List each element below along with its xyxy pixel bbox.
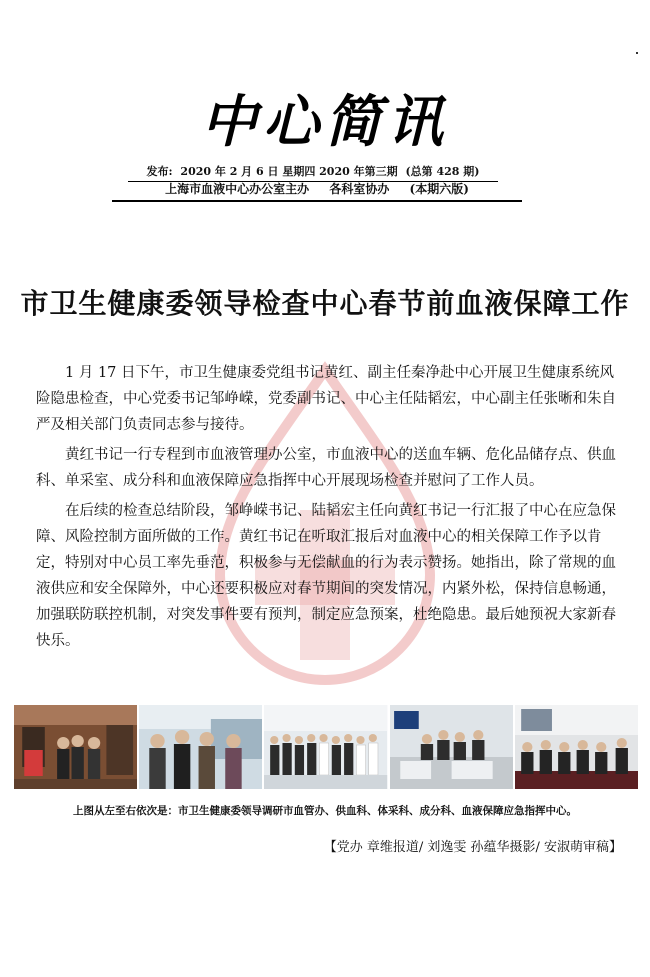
org-edition: (本期六版) xyxy=(409,182,469,196)
photo-blood-management-office xyxy=(14,705,137,789)
photo-collection-dept xyxy=(264,705,387,789)
article-paragraph-1: 1 月 17 日下午，市卫生健康委党组书记黄红、副主任秦净赴中心开展卫生健康系统风险隐患检查，中心党委书记邹峥嵘，党委副书记、中心主任陆韬宏，中心副主任张晰和朱自严及相关部门负责同志参与接待。 xyxy=(36,365,616,433)
article-body xyxy=(36,360,616,658)
photo-caption: 上图从左至右依次是：市卫生健康委领导调研市血管办、供血科、体采科、成分科、血液保障应急指挥中心。 xyxy=(73,805,577,817)
issue-date: 2020 年 2 月 6 日 星期四 2020 年第三期 xyxy=(180,165,398,178)
photo-strip xyxy=(14,705,638,789)
photo-emergency-command-center xyxy=(515,705,638,789)
photo-blood-supply-dept xyxy=(139,705,262,789)
article-paragraph-3: 在后续的检查总结阶段，邹峥嵘书记、陆韬宏主任向黄红书记一行汇报了中心在应急保障、风险控制方面所做的工作。黄红书记在听取汇报后对血液中心的相关保障工作予以肯定，特别对中心员工率先垂范，积极参与无偿献血的行为表示赞扬。她指出，除了常规的血液供应和安全保障外，中心还要积极应对春节期间的突发情况，内紧外松，保持信息畅通，加强联防联控机制，对突发事件要有预判，制定应急预案，杜绝隐患。最后她预祝大家新春快乐。 xyxy=(36,503,616,649)
corner-dot xyxy=(636,52,638,54)
org-line xyxy=(112,180,522,202)
org-host: 上海市血液中心办公室主办 xyxy=(165,182,310,196)
issue-label: 发布: xyxy=(146,165,173,178)
photo-component-dept xyxy=(390,705,513,789)
issue-total: (总第 428 期) xyxy=(405,165,480,178)
org-assist: 各科室协办 xyxy=(329,182,390,196)
article-headline: 市卫生健康委领导检查中心春节前血液保障工作 xyxy=(20,287,630,320)
newsletter-title: 中心简讯 xyxy=(201,89,449,155)
article-paragraph-2: 黄红书记一行专程到市血液管理办公室，市血液中心的送血车辆、危化品储存点、供血科、单采室、成分科和血液保障应急指挥中心开展现场检查并慰问了工作人员。 xyxy=(36,447,616,489)
article-credits: 【党办 章维报道/ 刘逸雯 孙蕴华摄影/ 安淑萌审稿】 xyxy=(323,840,622,855)
